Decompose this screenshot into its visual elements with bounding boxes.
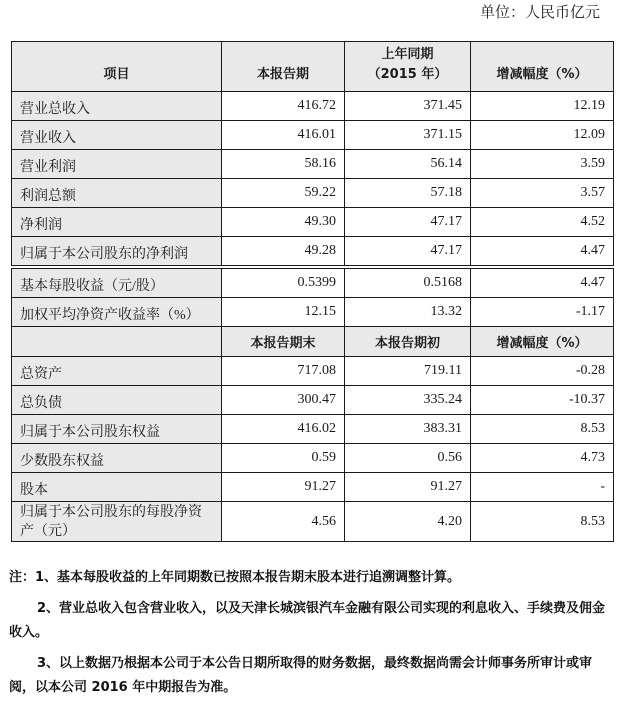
row-label: 总负债	[12, 386, 222, 415]
subheader-period-end: 本报告期末	[222, 327, 345, 357]
subheader-blank	[12, 327, 222, 357]
cell-change: -0.28	[471, 357, 614, 386]
unit-label: 单位：人民币亿元	[479, 5, 600, 21]
table-row	[12, 502, 614, 542]
table-row	[12, 208, 614, 237]
footnotes	[9, 566, 617, 707]
table-row	[12, 298, 614, 327]
subheader-change: 增减幅度（%）	[471, 327, 614, 357]
cell-prior: 57.18	[345, 179, 471, 208]
row-label: 利润总额	[12, 179, 222, 208]
cell-begin: 4.20	[345, 502, 471, 542]
table-row	[12, 92, 614, 121]
row-label: 总资产	[12, 357, 222, 386]
row-label: 归属于本公司股东的净利润	[12, 237, 222, 266]
footnote-1: 注：1、基本每股收益的上年同期数已按照本报告期末股本进行追溯调整计算。	[9, 570, 461, 585]
table-row	[12, 415, 614, 444]
footnote-2: 2、营业总收入包含营业收入，以及天津长城滨银汽车金融有限公司实现的利息收入、手续费及佣金收入。	[9, 601, 606, 640]
cell-begin: 91.27	[345, 473, 471, 502]
table-subheader-row	[12, 327, 614, 357]
cell-current: 416.01	[222, 121, 345, 150]
table-row	[12, 269, 614, 298]
row-label: 股本	[12, 473, 222, 502]
table-row	[12, 237, 614, 266]
cell-change: 4.73	[471, 444, 614, 473]
cell-current: 0.5399	[222, 269, 345, 298]
cell-change: 4.47	[471, 237, 614, 266]
table-row	[12, 179, 614, 208]
cell-begin: 719.11	[345, 357, 471, 386]
row-label: 归属于本公司股东权益	[12, 415, 222, 444]
table-row	[12, 150, 614, 179]
cell-end: 4.56	[222, 502, 345, 542]
cell-change: -10.37	[471, 386, 614, 415]
row-label: 营业总收入	[12, 92, 222, 121]
cell-prior: 371.15	[345, 121, 471, 150]
footnote-3: 3、以上数据乃根据本公司于本公告日期所取得的财务数据，最终数据尚需会计师事务所审计或审阅，以本公司 2016 年中期报告为准。	[9, 656, 593, 695]
cell-end: 717.08	[222, 357, 345, 386]
row-label: 少数股东权益	[12, 444, 222, 473]
subheader-period-begin: 本报告期初	[345, 327, 471, 357]
table-header-row	[12, 42, 614, 92]
cell-prior: 47.17	[345, 208, 471, 237]
cell-current: 12.15	[222, 298, 345, 327]
row-label: 净利润	[12, 208, 222, 237]
row-label: 归属于本公司股东的每股净资产（元）	[12, 502, 222, 542]
cell-prior: 56.14	[345, 150, 471, 179]
cell-current: 416.72	[222, 92, 345, 121]
cell-end: 91.27	[222, 473, 345, 502]
cell-current: 49.30	[222, 208, 345, 237]
cell-change: 12.19	[471, 92, 614, 121]
cell-change: 8.53	[471, 502, 614, 542]
cell-end: 0.59	[222, 444, 345, 473]
financial-summary-table	[11, 41, 614, 542]
cell-change: 12.09	[471, 121, 614, 150]
row-label: 营业收入	[12, 121, 222, 150]
header-item: 项目	[12, 42, 222, 92]
header-current-period: 本报告期	[222, 42, 345, 92]
table-row	[12, 386, 614, 415]
row-label: 营业利润	[12, 150, 222, 179]
row-label: 加权平均净资产收益率（%）	[12, 298, 222, 327]
header-change: 增减幅度（%）	[471, 42, 614, 92]
cell-change: -	[471, 473, 614, 502]
cell-change: 8.53	[471, 415, 614, 444]
cell-change: 4.47	[471, 269, 614, 298]
table-row	[12, 121, 614, 150]
cell-end: 416.02	[222, 415, 345, 444]
cell-change: -1.17	[471, 298, 614, 327]
cell-prior: 371.45	[345, 92, 471, 121]
cell-prior: 13.32	[345, 298, 471, 327]
cell-begin: 383.31	[345, 415, 471, 444]
cell-end: 300.47	[222, 386, 345, 415]
table-row	[12, 357, 614, 386]
table-row	[12, 473, 614, 502]
cell-prior: 47.17	[345, 237, 471, 266]
cell-current: 58.16	[222, 150, 345, 179]
cell-begin: 0.56	[345, 444, 471, 473]
header-prior-period: 上年同期 （2015 年）	[345, 42, 471, 92]
cell-change: 3.59	[471, 150, 614, 179]
cell-change: 3.57	[471, 179, 614, 208]
cell-prior: 0.5168	[345, 269, 471, 298]
cell-change: 4.52	[471, 208, 614, 237]
cell-current: 59.22	[222, 179, 345, 208]
row-label: 基本每股收益（元/股）	[12, 269, 222, 298]
cell-begin: 335.24	[345, 386, 471, 415]
table-row	[12, 444, 614, 473]
cell-current: 49.28	[222, 237, 345, 266]
